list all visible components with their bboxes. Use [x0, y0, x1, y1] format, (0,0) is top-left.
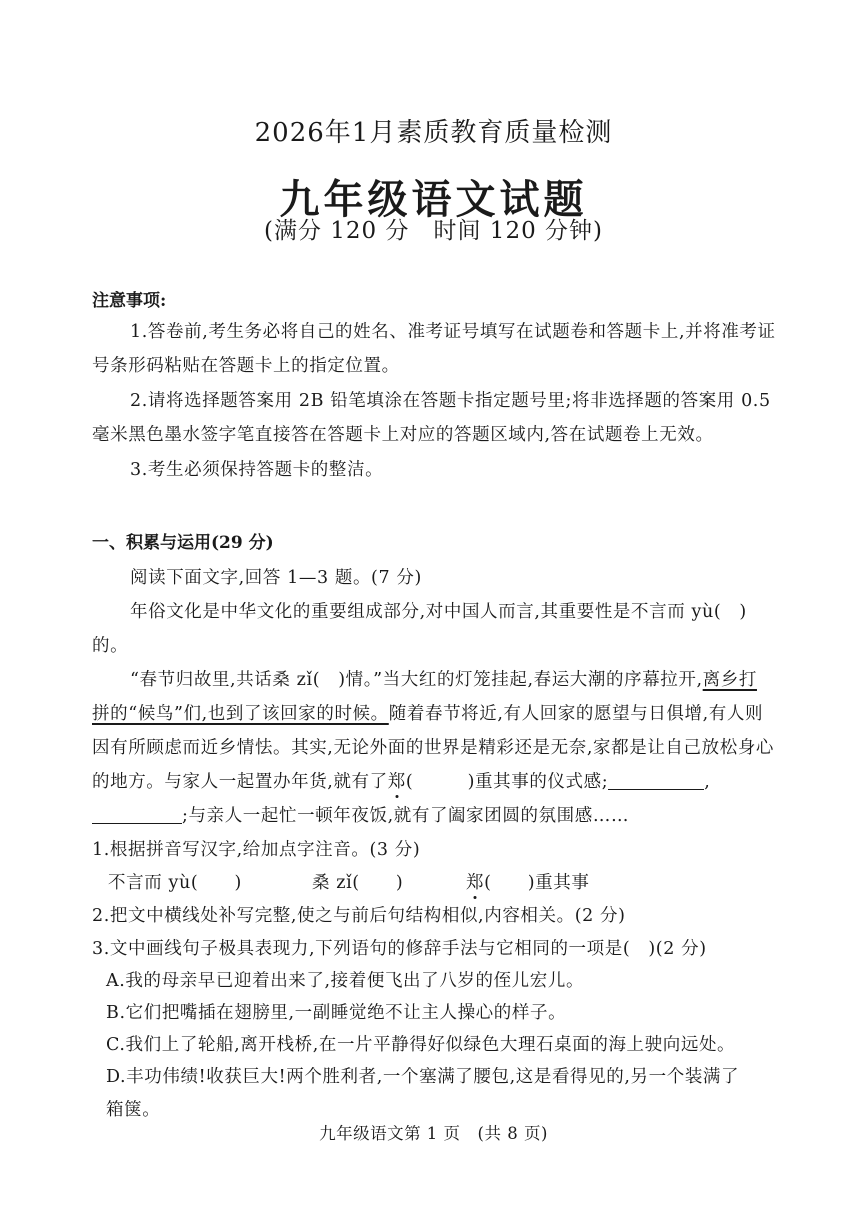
passage-p2-text: ( )重其事的仪式感; — [405, 772, 609, 792]
question-2: 2.把文中横线处补写完整,使之与前后句结构相似,内容相关。(2 分) — [92, 906, 626, 926]
note-item-1-line-2: 号条形码粘贴在答题卡上的指定位置。 — [92, 356, 400, 376]
question-1-item-c-text: ( )重其事 — [484, 873, 590, 893]
option-a: A.我的母亲早已迎着出来了,接着便飞出了八岁的侄儿宏儿。 — [106, 971, 585, 991]
note-item-2-line-2: 毫米黑色墨水签字笔直接答在答题卡上对应的答题区域内,答在试题卷上无效。 — [92, 425, 714, 445]
question-1-item-b: 桑 zǐ( ) — [312, 873, 404, 893]
passage-p2-text: 的地方。与家人一起置办年货,就有了 — [92, 772, 388, 792]
question-1-item-a: 不言而 yù( ) — [108, 873, 242, 893]
note-item-2-line-1: 2.请将选择题答案用 2B 铅笔填涂在答题卡指定题号里;将非选择题的答案用 0.5 — [130, 391, 771, 411]
notes-heading: 注意事项: — [92, 291, 167, 311]
fill-blank-2 — [92, 805, 182, 824]
passage-p2-text: ;与亲人一起忙一顿年夜饭,就有了阖家团圆的氛围感…… — [182, 806, 630, 826]
question-3: 3.文中画线句子极具表现力,下列语句的修辞手法与它相同的一项是( )(2 分) — [92, 939, 707, 959]
dotted-character: 郑 — [466, 873, 485, 893]
exam-subtitle: 2026年1月素质教育质量检测 — [254, 118, 613, 148]
note-item-1-line-1: 1.答卷前,考生务必将自己的姓名、准考证号填写在试题卷和答题卡上,并将准考证 — [130, 322, 776, 342]
passage-p2-line-4 — [92, 768, 710, 793]
option-d-line-2: 箱箧。 — [106, 1100, 161, 1120]
question-1-item-c — [466, 869, 589, 894]
option-b: B.它们把嘴插在翅膀里,一副睡觉绝不让主人操心的样子。 — [106, 1003, 567, 1023]
passage-p2-text: “春节归故里,共话桑 zǐ( )情。”当大红的灯笼挂起,春运大潮的序幕拉开, — [130, 670, 703, 690]
passage-p2-line-2 — [92, 700, 763, 725]
passage-p2-text: , — [704, 772, 711, 792]
passage-p2-line-3: 因有所顾虑而近乡情怯。其实,无论外面的世界是精彩还是无奈,家都是让自己放松身心 — [92, 738, 775, 758]
exam-title: 九年级语文试题 — [279, 176, 588, 223]
passage-p2-text: 随着春节将近,有人回家的愿望与日俱增,有人则 — [388, 704, 764, 724]
passage-p2-line-5 — [92, 802, 629, 827]
fill-blank-1 — [608, 771, 704, 790]
underlined-sentence-part-1: 离乡打 — [702, 670, 757, 690]
score-time-line: (满分 120 分 时间 120 分钟) — [264, 218, 603, 244]
page-footer: 九年级语文第 1 页 (共 8 页) — [319, 1124, 548, 1143]
underlined-sentence-part-2: 拼的“候鸟”们,也到了该回家的时候。 — [92, 704, 389, 724]
passage-p1-line-2: 的。 — [92, 636, 129, 656]
passage-p2-line-1 — [130, 666, 757, 691]
dotted-character: 郑 — [387, 772, 406, 792]
option-d-line-1: D.丰功伟绩!收获巨大!两个胜利者,一个塞满了腰包,这是看得见的,另一个装满了 — [106, 1067, 740, 1087]
question-1: 1.根据拼音写汉字,给加点字注音。(3 分) — [92, 840, 421, 860]
note-item-3: 3.考生必须保持答题卡的整洁。 — [130, 460, 384, 480]
passage-p1-line-1: 年俗文化是中华文化的重要组成部分,对中国人而言,其重要性是不言而 yù( ) — [130, 602, 747, 622]
section-1-heading: 一、积累与运用(29 分) — [92, 533, 274, 553]
option-c: C.我们上了轮船,离开栈桥,在一片平静得好似绿色大理石桌面的海上驶向远处。 — [106, 1035, 736, 1055]
reading-instruction: 阅读下面文字,回答 1—3 题。(7 分) — [130, 568, 422, 588]
